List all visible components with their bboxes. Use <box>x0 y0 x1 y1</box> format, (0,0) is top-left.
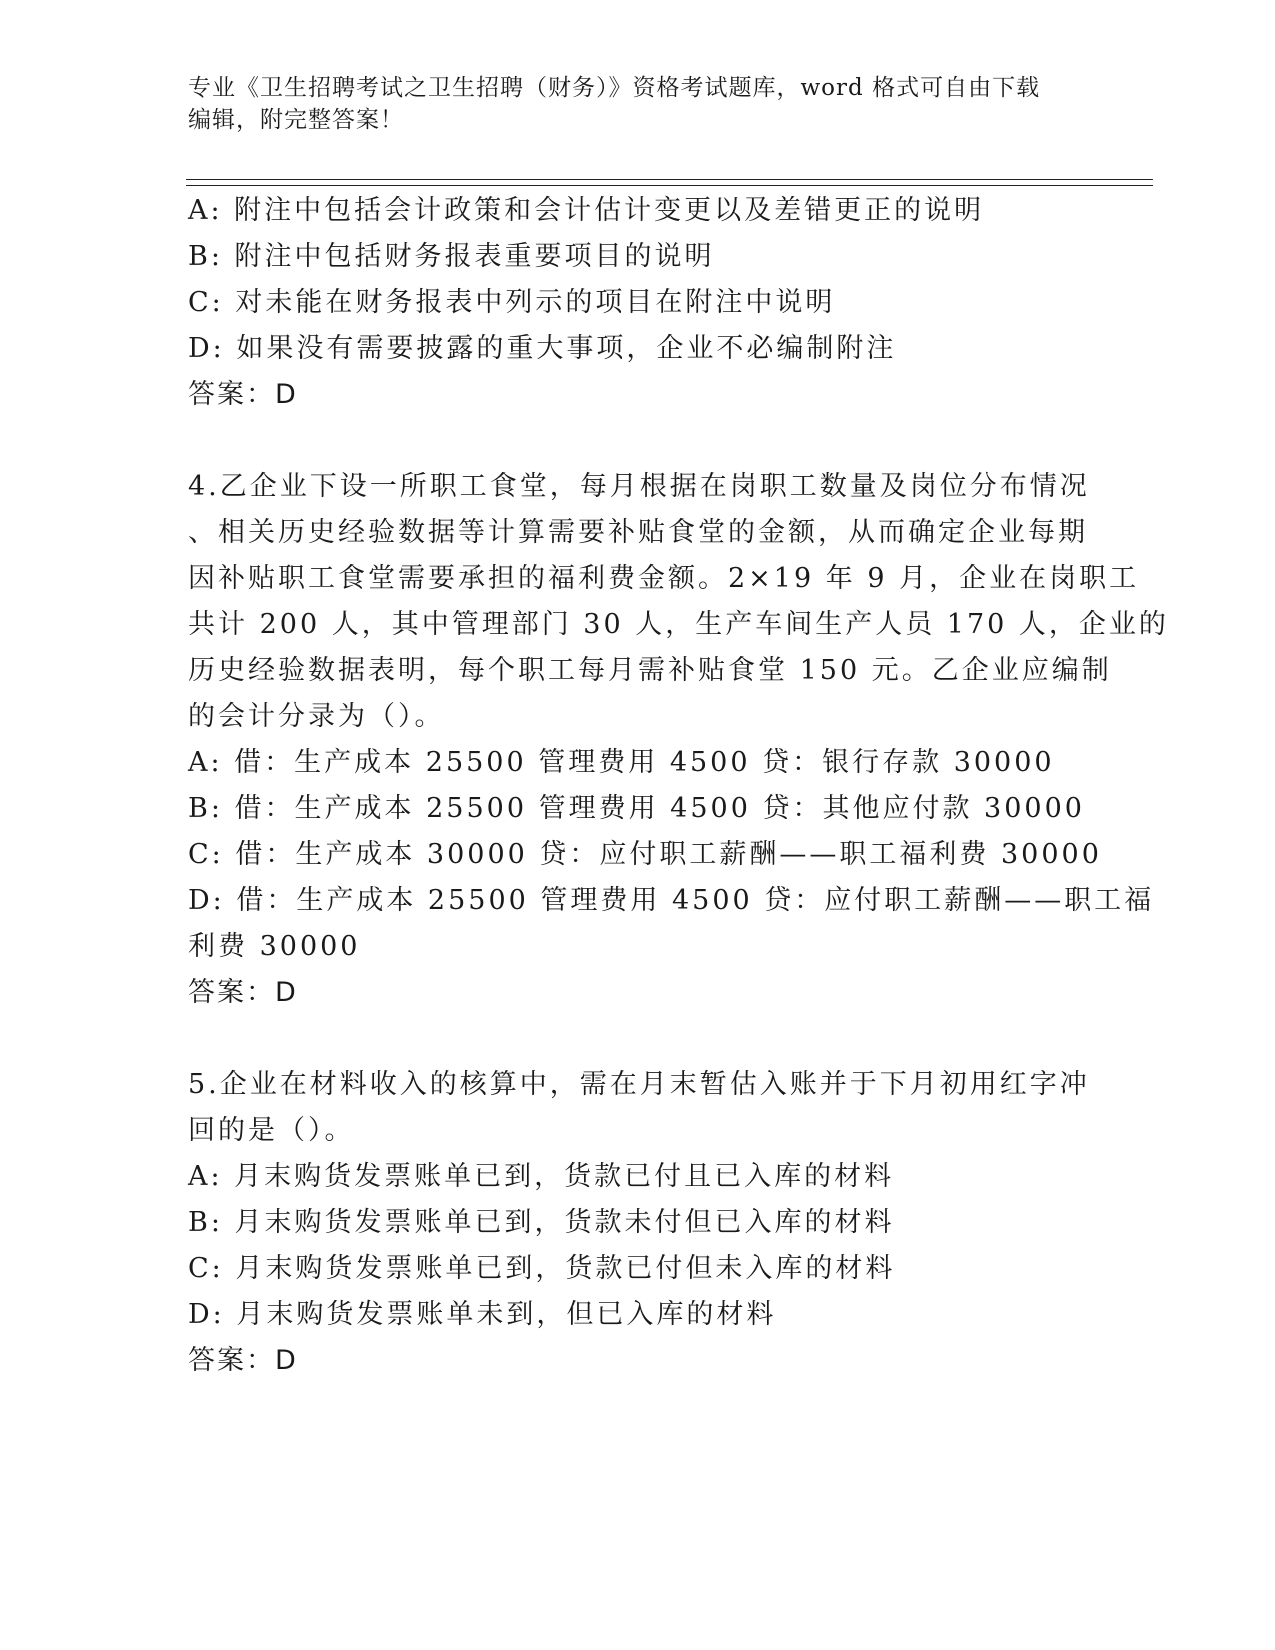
q4-option-b: B: 借：生产成本 25500 管理费用 4500 贷：其他应付款 30000 <box>188 793 1085 824</box>
q3-option-c: C: 对未能在财务报表中列示的项目在附注中说明 <box>188 287 836 318</box>
q3-option-a: A: 附注中包括会计政策和会计估计变更以及差错更正的说明 <box>188 195 985 226</box>
q5-stem-line-2: 回的是（）。 <box>188 1115 355 1146</box>
q4-stem-line-6: 的会计分录为（）。 <box>188 701 445 732</box>
q5-option-c: C: 月末购货发票账单已到，货款已付但未入库的材料 <box>188 1253 896 1284</box>
q5-option-a: A: 月末购货发票账单已到，货款已付且已入库的材料 <box>188 1161 895 1192</box>
q3-option-b: B: 附注中包括财务报表重要项目的说明 <box>188 241 715 272</box>
header-line-2: 编辑，附完整答案！ <box>188 107 404 133</box>
document-header <box>188 72 1088 136</box>
q4-stem-line-4: 共计 200 人，其中管理部门 30 人，生产车间生产人员 170 人，企业的 <box>188 609 1169 640</box>
q4-option-d-continued: 利费 30000 <box>188 931 361 962</box>
q4-option-a: A: 借：生产成本 25500 管理费用 4500 贷：银行存款 30000 <box>188 747 1055 778</box>
question-4-block <box>188 464 1169 1016</box>
header-divider-bottom <box>186 185 1153 186</box>
document-body <box>188 188 1169 1384</box>
q4-option-c: C: 借：生产成本 30000 贷：应付职工薪酬——职工福利费 30000 <box>188 839 1102 870</box>
q4-option-d: D: 借：生产成本 25500 管理费用 4500 贷：应付职工薪酬——职工福 <box>188 885 1155 916</box>
q4-stem-line-2: 、相关历史经验数据等计算需要补贴食堂的金额，从而确定企业每期 <box>188 517 1088 548</box>
q4-stem-line-3: 因补贴职工食堂需要承担的福利费金额。2×19 年 9 月，企业在岗职工 <box>188 563 1140 594</box>
q5-stem-line-1: 5.企业在材料收入的核算中，需在月末暂估入账并于下月初用红字冲 <box>188 1069 1090 1100</box>
q5-answer: 答案：D <box>188 1345 298 1376</box>
spacer <box>188 1016 1088 1062</box>
spacer <box>188 418 1088 464</box>
question-3-block <box>188 188 1088 418</box>
q3-option-d: D: 如果没有需要披露的重大事项，企业不必编制附注 <box>188 333 897 364</box>
q5-option-d: D: 月末购货发票账单未到，但已入库的材料 <box>188 1299 777 1330</box>
q3-answer: 答案：D <box>188 379 298 410</box>
q5-option-b: B: 月末购货发票账单已到，货款未付但已入库的材料 <box>188 1207 895 1238</box>
header-divider-top <box>186 179 1153 180</box>
q4-stem-line-1: 4.乙企业下设一所职工食堂，每月根据在岗职工数量及岗位分布情况 <box>188 471 1090 502</box>
q4-stem-line-5: 历史经验数据表明，每个职工每月需补贴食堂 150 元。乙企业应编制 <box>188 655 1112 686</box>
q4-answer: 答案：D <box>188 977 298 1008</box>
header-line-1: 专业《卫生招聘考试之卫生招聘（财务）》资格考试题库，word 格式可自由下载 <box>188 75 1041 101</box>
question-5-block <box>188 1062 1088 1384</box>
